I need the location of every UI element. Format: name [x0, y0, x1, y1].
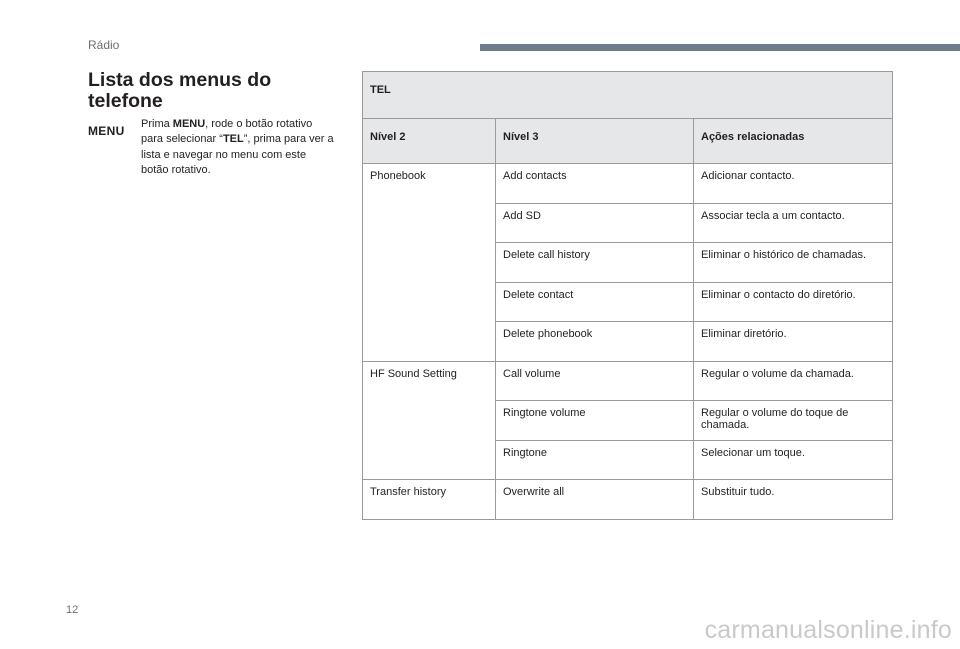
- table-cell: Delete contact: [496, 282, 694, 322]
- table-row: [363, 401, 893, 441]
- table-cell: Associar tecla a um contacto.: [694, 203, 893, 243]
- section-header-bar: [480, 44, 960, 51]
- table-row: [363, 282, 893, 322]
- table-cell: [363, 322, 496, 362]
- table-cell: Adicionar contacto.: [694, 164, 893, 204]
- table-row: [363, 322, 893, 362]
- intro-menu-word: MENU: [172, 118, 206, 130]
- table-cell: [363, 243, 496, 283]
- table-cell: Substituir tudo.: [694, 480, 893, 520]
- table-cell: HF Sound Setting: [363, 361, 496, 401]
- table-row: [363, 243, 893, 283]
- table-cell: Eliminar o contacto do diretório.: [694, 282, 893, 322]
- table-cell: Call volume: [496, 361, 694, 401]
- table-cell: Ringtone volume: [496, 401, 694, 441]
- table-cell: [363, 203, 496, 243]
- intro-paragraph: [141, 117, 336, 179]
- table-row: [363, 440, 893, 480]
- intro-suffix: ”, prima para ver a lista e navegar no menu com este botão rotativo.: [141, 133, 334, 177]
- table-header-row: [363, 118, 893, 164]
- table-cell: Selecionar um toque.: [694, 440, 893, 480]
- table-cell: [363, 282, 496, 322]
- column-header: Ações relacionadas: [694, 118, 893, 164]
- section-header-label: Rádio: [88, 38, 120, 52]
- table-cell: Eliminar diretório.: [694, 322, 893, 362]
- tel-menu-table: [362, 71, 893, 520]
- table-title-row: [363, 72, 893, 119]
- table-cell: Overwrite all: [496, 480, 694, 520]
- table-row: [363, 480, 893, 520]
- table-cell: Delete call history: [496, 243, 694, 283]
- table-cell: Eliminar o histórico de chamadas.: [694, 243, 893, 283]
- table-cell: Regular o volume da chamada.: [694, 361, 893, 401]
- table-row: [363, 164, 893, 204]
- menu-button-label: MENU: [88, 124, 125, 138]
- page-title: Lista dos menus do telefone: [88, 69, 272, 112]
- table-cell: Regular o volume do toque de chamada.: [694, 401, 893, 441]
- table-cell: Delete phonebook: [496, 322, 694, 362]
- table-cell: Ringtone: [496, 440, 694, 480]
- table-cell: Add SD: [496, 203, 694, 243]
- table-cell: Phonebook: [363, 164, 496, 204]
- table-cell: [363, 440, 496, 480]
- table-title: TEL: [363, 72, 893, 119]
- table-row: [363, 361, 893, 401]
- table-cell: [363, 401, 496, 441]
- watermark: carmanualsonline.info: [704, 616, 952, 644]
- column-header: Nível 3: [496, 118, 694, 164]
- page-number: 12: [66, 604, 79, 616]
- table-cell: Add contacts: [496, 164, 694, 204]
- intro-tel-word: TEL: [222, 133, 244, 146]
- table-cell: Transfer history: [363, 480, 496, 520]
- table-row: [363, 203, 893, 243]
- intro-mid: , rode o botão rotativo para selecionar “: [141, 118, 313, 146]
- intro-prefix: Prima: [141, 118, 173, 130]
- column-header: Nível 2: [363, 118, 496, 164]
